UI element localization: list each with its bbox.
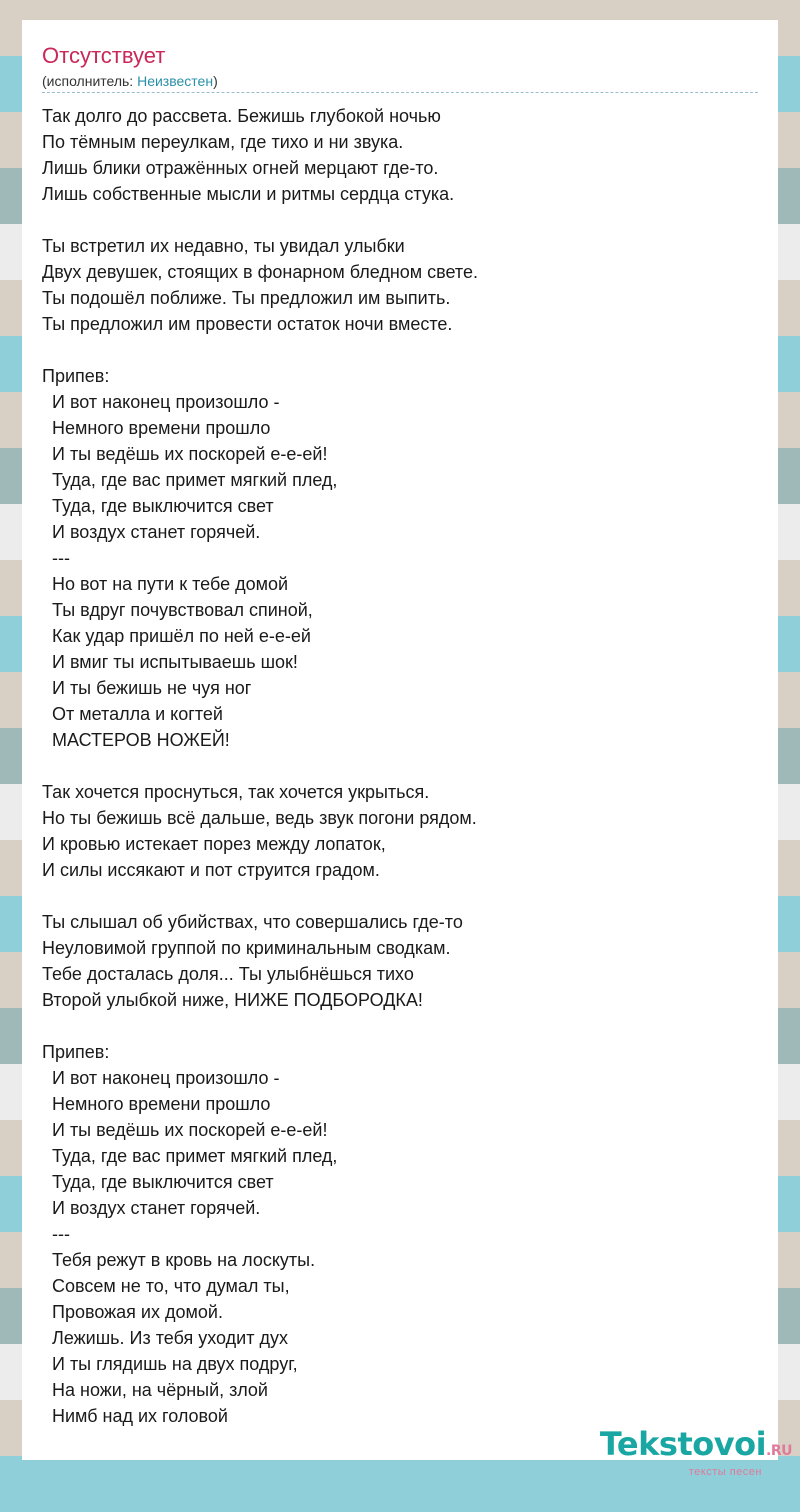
lyric-line: Неуловимой группой по криминальным сводкам. xyxy=(42,938,451,958)
lyric-line: --- xyxy=(42,548,70,568)
logo-tagline: тексты песен xyxy=(688,1466,762,1478)
lyric-line: Припев: xyxy=(42,366,110,386)
lyric-line: И вот наконец произошло - xyxy=(42,392,280,412)
lyric-line: Двух девушек, стоящих в фонарном бледном свете. xyxy=(42,262,478,282)
lyric-line: Туда, где выключится свет xyxy=(42,1172,274,1192)
lyric-line: Ты подошёл поближе. Ты предложил им выпить. xyxy=(42,288,451,308)
lyric-line: Тебя режут в кровь на лоскуты. xyxy=(42,1250,316,1270)
lyric-line: Туда, где вас примет мягкий плед, xyxy=(42,470,338,490)
lyric-line: Так хочется проснуться, так хочется укрыться. xyxy=(42,782,430,802)
lyric-line: МАСТЕРОВ НОЖЕЙ! xyxy=(42,730,230,750)
lyric-line: Припев: xyxy=(42,1042,110,1062)
lyric-line: Лежишь. Из тебя уходит дух xyxy=(42,1328,288,1348)
lyric-line: Ты слышал об убийствах, что совершались где-то xyxy=(42,912,463,932)
lyric-line: И ты ведёшь их поскорей е-е-ей! xyxy=(42,444,328,464)
lyric-line: Ты вдруг почувствовал спиной, xyxy=(42,600,313,620)
lyric-line: Лишь блики отражённых огней мерцают где-то. xyxy=(42,158,439,178)
lyric-line: Ты предложил им провести остаток ночи вместе. xyxy=(42,314,453,334)
lyric-line: Немного времени прошло xyxy=(42,418,271,438)
lyric-line: От металла и когтей xyxy=(42,704,223,724)
lyric-line: Но вот на пути к тебе домой xyxy=(42,574,289,594)
lyric-line: Так долго до рассвета. Бежишь глубокой ночью xyxy=(42,106,441,126)
lyric-line: --- xyxy=(42,1224,70,1244)
performer-suffix: ) xyxy=(213,73,218,89)
performer-line xyxy=(42,72,758,90)
lyrics-text xyxy=(42,103,758,1429)
lyric-line: И воздух станет горячей. xyxy=(42,1198,261,1218)
lyric-line: Но ты бежишь всё дальше, ведь звук погони рядом. xyxy=(42,808,477,828)
lyric-line: И ты глядишь на двух подруг, xyxy=(42,1354,298,1374)
lyric-line xyxy=(42,753,758,779)
lyric-line: По тёмным переулкам, где тихо и ни звука. xyxy=(42,132,404,152)
lyric-line: И кровью истекает порез между лопаток, xyxy=(42,834,386,854)
lyric-line: И ты ведёшь их поскорей е-е-ей! xyxy=(42,1120,328,1140)
lyric-line: Туда, где вас примет мягкий плед, xyxy=(42,1146,338,1166)
lyric-line: Как удар пришёл по ней е-е-ей xyxy=(42,626,311,646)
lyric-line xyxy=(42,337,758,363)
lyric-line: Нимб над их головой xyxy=(42,1406,228,1426)
lyric-line: И вот наконец произошло - xyxy=(42,1068,280,1088)
lyrics-card xyxy=(22,20,778,1460)
lyric-line: Туда, где выключится свет xyxy=(42,496,274,516)
lyric-line xyxy=(42,1013,758,1039)
title-divider xyxy=(42,92,758,93)
lyric-line: Совсем не то, что думал ты, xyxy=(42,1276,290,1296)
lyric-line: И ты бежишь не чуя ног xyxy=(42,678,252,698)
site-logo[interactable] xyxy=(600,1427,792,1478)
logo-name: Tekstovoi xyxy=(599,1425,767,1463)
lyric-line: Второй улыбкой ниже, НИЖЕ ПОДБОРОДКА! xyxy=(42,990,423,1010)
lyric-line xyxy=(42,883,758,909)
lyric-line: На ножи, на чёрный, злой xyxy=(42,1380,268,1400)
lyric-line: И воздух станет горячей. xyxy=(42,522,261,542)
lyric-line: И вмиг ты испытываешь шок! xyxy=(42,652,298,672)
lyric-line xyxy=(42,207,758,233)
logo-domain: .RU xyxy=(766,1443,792,1459)
song-title: Отсутствует xyxy=(42,43,166,68)
lyric-line: Провожая их домой. xyxy=(42,1302,223,1322)
performer-prefix: (исполнитель: xyxy=(42,73,138,89)
lyric-line: Лишь собственные мысли и ритмы сердца стука. xyxy=(42,184,455,204)
lyric-line: И силы иссякают и пот струится градом. xyxy=(42,860,380,880)
lyric-line: Ты встретил их недавно, ты увидал улыбки xyxy=(42,236,405,256)
lyric-line: Немного времени прошло xyxy=(42,1094,271,1114)
performer-link[interactable]: Неизвестен xyxy=(137,73,214,89)
lyric-line: Тебе досталась доля... Ты улыбнёшься тихо xyxy=(42,964,414,984)
